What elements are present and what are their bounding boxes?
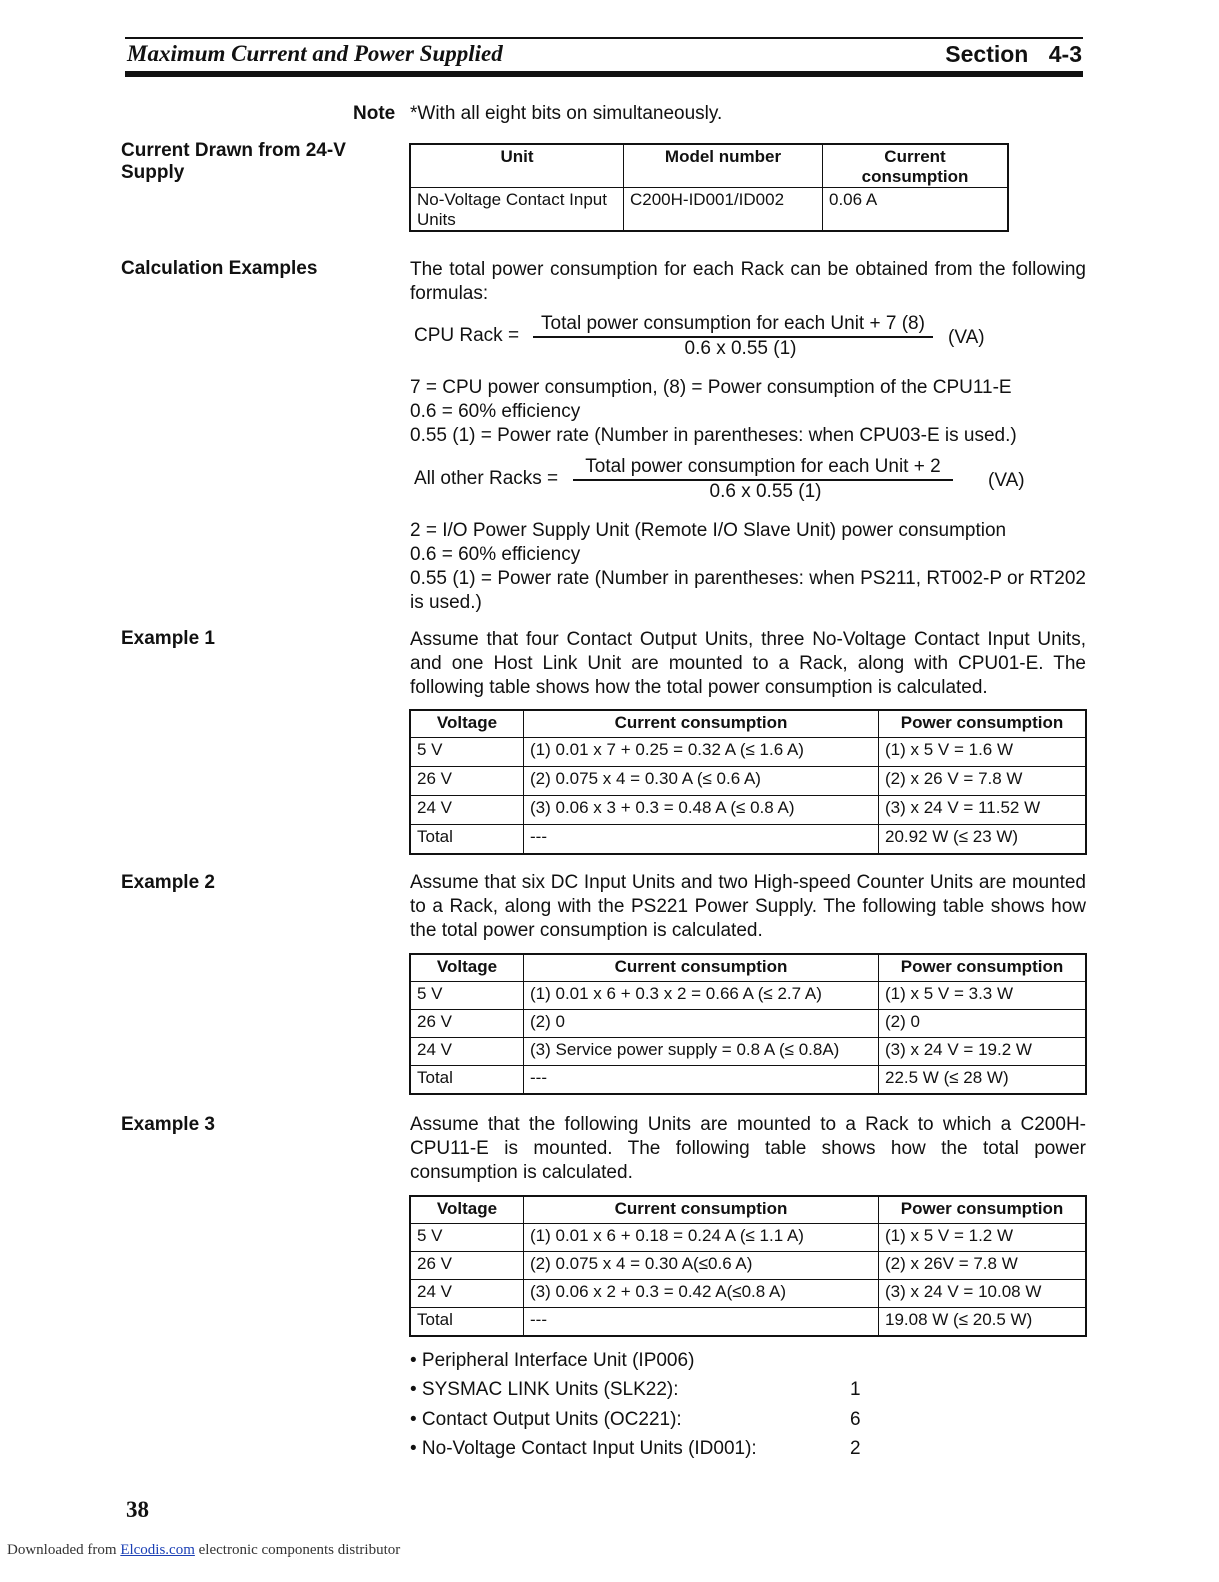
table-cell: --- xyxy=(524,825,879,854)
table-cell: (3) x 24 V = 10.08 W xyxy=(879,1280,1087,1308)
table-cell: 26 V xyxy=(410,767,524,796)
table-row xyxy=(410,796,1086,825)
table-cell: (1) x 5 V = 1.6 W xyxy=(879,738,1087,767)
example-2-text: Assume that six DC Input Units and two High-speed Counter Units are mounted to a Rack, along with the PS221 Power Supply. The following table shows how the total power consumption is calculated. xyxy=(410,872,1086,941)
other-note-line: 0.6 = 60% efficiency xyxy=(410,544,581,565)
table-cell: --- xyxy=(524,1308,879,1336)
table-cell: 24 V xyxy=(410,1280,524,1308)
table-cell: 24 V xyxy=(410,1038,524,1066)
footer-suffix: electronic components distributor xyxy=(198,1542,401,1558)
table-header-row xyxy=(410,710,1086,738)
column-header: Voltage xyxy=(410,1196,524,1224)
table-header-row xyxy=(410,144,1008,188)
column-header: Current consumption xyxy=(823,144,1009,188)
table-row xyxy=(410,1010,1086,1038)
list-item: • No-Voltage Contact Input Units (ID001): xyxy=(410,1438,757,1459)
table-cell: (2) 0 xyxy=(524,1010,879,1038)
footer xyxy=(7,1542,400,1559)
footer-link[interactable]: Elcodis.com xyxy=(120,1542,195,1558)
cpu-formula-numerator: Total power consumption for each Unit + 7 (8) xyxy=(541,313,925,334)
example-2-table xyxy=(409,953,1087,1095)
table-cell: --- xyxy=(524,1066,879,1094)
table-header-row xyxy=(410,954,1086,982)
table-cell: 0.06 A xyxy=(823,188,1009,232)
table-cell: (3) Service power supply = 0.8 A (≤ 0.8A) xyxy=(524,1038,879,1066)
cpu-formula-label: CPU Rack = xyxy=(414,325,520,346)
table-cell: 24 V xyxy=(410,796,524,825)
table-row xyxy=(410,1224,1086,1252)
table-cell: (2) 0.075 x 4 = 0.30 A (≤ 0.6 A) xyxy=(524,767,879,796)
table-row xyxy=(410,1280,1086,1308)
cpu-formula-denominator: 0.6 x 0.55 (1) xyxy=(684,338,797,359)
table-cell: Total xyxy=(410,1066,524,1094)
table-cell: (2) 0.075 x 4 = 0.30 A(≤0.6 A) xyxy=(524,1252,879,1280)
page-header-section: Section 4-3 xyxy=(945,41,1082,67)
table-cell: No-Voltage Contact Input Units xyxy=(410,188,624,232)
header-rule-top xyxy=(125,37,1083,39)
list-item: • SYSMAC LINK Units (SLK22): xyxy=(410,1379,679,1400)
table-cell: 26 V xyxy=(410,1252,524,1280)
table-cell: 22.5 W (≤ 28 W) xyxy=(879,1066,1087,1094)
column-header: Power consumption xyxy=(879,710,1087,738)
list-item-quantity: 6 xyxy=(850,1409,861,1430)
table-cell: (2) x 26V = 7.8 W xyxy=(879,1252,1087,1280)
table-cell: (1) 0.01 x 6 + 0.18 = 0.24 A (≤ 1.1 A) xyxy=(524,1224,879,1252)
table-cell: (1) 0.01 x 7 + 0.25 = 0.32 A (≤ 1.6 A) xyxy=(524,738,879,767)
other-formula-unit: (VA) xyxy=(988,470,1025,491)
column-header: Model number xyxy=(624,144,823,188)
list-item-quantity: 2 xyxy=(850,1438,861,1459)
cpu-note-line: 0.55 (1) = Power rate (Number in parentheses: when CPU03-E is used.) xyxy=(410,425,1017,446)
table-row xyxy=(410,1308,1086,1336)
table-row xyxy=(410,738,1086,767)
column-header: Current consumption xyxy=(524,1196,879,1224)
column-header: Power consumption xyxy=(879,1196,1087,1224)
list-item: • Contact Output Units (OC221): xyxy=(410,1409,682,1430)
table-row xyxy=(410,1038,1086,1066)
table-cell: 26 V xyxy=(410,1010,524,1038)
table-cell: (1) x 5 V = 1.2 W xyxy=(879,1224,1087,1252)
table-row xyxy=(410,825,1086,854)
column-header: Voltage xyxy=(410,954,524,982)
page-number: 38 xyxy=(126,1497,149,1522)
example-3-text: Assume that the following Units are mounted to a Rack to which a C200H-CPU11-E is mounted. The following table shows how the total power consumption is calculated. xyxy=(410,1114,1086,1183)
table-cell: 5 V xyxy=(410,982,524,1010)
table-cell: 5 V xyxy=(410,738,524,767)
example-1-heading: Example 1 xyxy=(121,628,215,649)
other-note-line: 2 = I/O Power Supply Unit (Remote I/O Slave Unit) power consumption xyxy=(410,520,1007,541)
page-header-title: Maximum Current and Power Supplied xyxy=(127,41,503,66)
table-cell: Total xyxy=(410,825,524,854)
cpu-note-line: 7 = CPU power consumption, (8) = Power consumption of the CPU11-E xyxy=(410,377,1012,398)
column-header: Current consumption xyxy=(524,710,879,738)
table-cell: Total xyxy=(410,1308,524,1336)
table-cell: (3) x 24 V = 19.2 W xyxy=(879,1038,1087,1066)
cpu-note-line: 0.6 = 60% efficiency xyxy=(410,401,581,422)
table-cell: (3) 0.06 x 3 + 0.3 = 0.48 A (≤ 0.8 A) xyxy=(524,796,879,825)
table-cell: (3) x 24 V = 11.52 W xyxy=(879,796,1087,825)
table-cell: C200H-ID001/ID002 xyxy=(624,188,823,232)
other-formula-label: All other Racks = xyxy=(414,468,559,489)
example-2-heading: Example 2 xyxy=(121,872,215,893)
example-1-table xyxy=(409,709,1087,855)
cpu-formula-unit: (VA) xyxy=(948,327,985,348)
other-formula-denominator: 0.6 x 0.55 (1) xyxy=(709,481,822,502)
calculation-intro: The total power consumption for each Rack can be obtained from the following formulas: xyxy=(410,259,1086,304)
note-text: *With all eight bits on simultaneously. xyxy=(410,103,723,124)
column-header: Power consumption xyxy=(879,954,1087,982)
table-row xyxy=(410,767,1086,796)
table-cell: 5 V xyxy=(410,1224,524,1252)
table-cell: 19.08 W (≤ 20.5 W) xyxy=(879,1308,1087,1336)
table-cell: (1) x 5 V = 3.3 W xyxy=(879,982,1087,1010)
list-item: • Peripheral Interface Unit (IP006) xyxy=(410,1350,695,1371)
current-24v-heading: Current Drawn from 24-V Supply xyxy=(121,140,346,183)
table-cell: (2) 0 xyxy=(879,1010,1087,1038)
table-cell: 20.92 W (≤ 23 W) xyxy=(879,825,1087,854)
table-cell: (1) 0.01 x 6 + 0.3 x 2 = 0.66 A (≤ 2.7 A) xyxy=(524,982,879,1010)
header-rule-bottom xyxy=(125,71,1083,77)
table-header-row xyxy=(410,1196,1086,1224)
example-3-table xyxy=(409,1195,1087,1337)
other-formula-numerator: Total power consumption for each Unit + 2 xyxy=(585,456,941,477)
example-1-text: Assume that four Contact Output Units, three No-Voltage Contact Input Units, and one Host Link Unit are mounted to a Rack, along with CPU01-E. The following table shows how the total power consumption is calculated. xyxy=(410,629,1086,698)
example-3-heading: Example 3 xyxy=(121,1114,215,1135)
table-row xyxy=(410,1066,1086,1094)
other-note-line: 0.55 (1) = Power rate (Number in parentheses: when PS211, RT002-P or RT202 is used.) xyxy=(410,568,1086,613)
column-header: Current consumption xyxy=(524,954,879,982)
table-cell: (3) 0.06 x 2 + 0.3 = 0.42 A(≤0.8 A) xyxy=(524,1280,879,1308)
table-row xyxy=(410,188,1008,232)
table-row xyxy=(410,1252,1086,1280)
column-header: Voltage xyxy=(410,710,524,738)
list-item-quantity: 1 xyxy=(850,1379,861,1400)
table-row xyxy=(410,982,1086,1010)
table-cell: (2) x 26 V = 7.8 W xyxy=(879,767,1087,796)
calculation-examples-heading: Calculation Examples xyxy=(121,258,318,279)
column-header: Unit xyxy=(410,144,624,188)
note-label: Note xyxy=(353,103,396,124)
footer-prefix: Downloaded from xyxy=(7,1542,117,1558)
current-24v-table xyxy=(409,143,1009,232)
